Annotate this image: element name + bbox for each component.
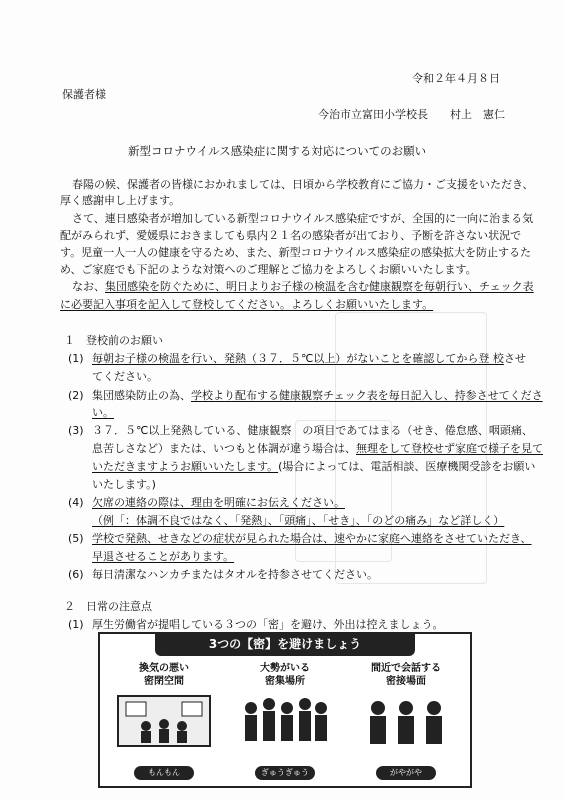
item-text: てください。 [92,370,158,383]
item-underlined: 学校より配布する健康観察チェック表を毎日記入し、持参させてくださ [191,389,543,402]
panel-caption: 換気の悪い [139,663,189,674]
panel-crowded-place [231,662,339,780]
list-item [92,352,526,366]
infographic-banner: 3つの【密】を避けましょう [155,632,415,656]
item-underlined: 早退させることがあります。 [92,550,235,563]
item-number: (2) [68,389,84,402]
list-item [92,442,543,456]
panel-tag: もんもん [134,766,194,780]
closed-room-icon [116,694,212,748]
section-heading: ２ 日常の注意点 [64,600,152,613]
item-number: (6) [68,568,84,581]
section-heading: １ 登校前のお願い [64,334,163,347]
item-number: (1) [68,352,84,365]
panel-closed-space [110,662,218,780]
item-text: (場合によっては、電話相談、医療機関受診をお願い [278,460,536,473]
intro-line: 配がみられず、愛媛県におきましても県内２１名の感染者が出ており、予断を許さない状況で [60,229,522,242]
item-underlined: （例「：体調不良ではなく、「発熱」、「頭痛」、「せき」、「のどの痛み」など詳しく） [92,514,505,527]
item-text: ３７．５℃以上発熱している、健康観察 の項目であてはまる（せき、倦怠感、咽頭痛、 [92,424,533,437]
panel-tag: がやがや [376,766,436,780]
item-underlined: 学校で発熱、せきなどの症状が見られた場合は、速やかに家庭へ連絡をさせていただき、 [92,532,532,545]
recipient-text: 保護者様 [62,88,106,101]
list-item [92,389,543,403]
panel-tag: ぎゅうぎゅう [255,766,315,780]
panel-close-contact [352,662,460,780]
close-conversation-icon [358,694,454,748]
item-number: (3) [68,424,84,437]
panel-caption: 間近で会話する [371,663,441,674]
item-underlined: い。 [92,406,114,419]
sender-text: 今治市立富田小学校長 村上 憲仁 [318,108,505,121]
item-number: (5) [68,532,84,545]
intro-line: め、ご家庭でも下記のような対策へのご理解とご協力をよろしくお願いいたします。 [60,263,477,276]
item-text: させ [503,352,526,365]
intro-notice [72,280,534,294]
item-underlined: 欠席の連絡の際は、理由を明確にお伝えください。 [92,496,345,509]
item-underlined: 毎朝お子様の検温を行い、発熱（３７．５℃以上）がないことを確認してから登 校 [92,352,504,365]
item-underlined: いただきますようお願いいたします。 [92,460,279,473]
item-text: 厚生労働省が提唱している３つの「密」を避け、外出は控えましょう。 [92,618,444,631]
item-text: 毎日清潔なハンカチまたはタオルを持参させてください。 [92,568,378,581]
intro-notice-prefix: なお、 [72,280,105,293]
item-text: 集団感染防止の為、 [92,389,191,402]
crowd-icon [237,694,333,748]
intro-notice-underlined: に必要記入事項を記入して登校してください。よろしくお願いいたします。 [60,298,434,311]
panel-caption: 密集場所 [265,676,305,687]
item-underlined: 無理をして登校せず家庭で様子を見て [356,442,543,455]
intro-notice-underlined: 集団感染を防ぐために、明日よりお子様の検温を含む健康観察を毎朝行い、チェック表 [105,280,534,293]
document-title: 新型コロナウイルス感染症に関する対応についてのお願い [128,144,427,158]
item-number: (4) [68,496,84,509]
panel-caption: 密閉空間 [144,676,184,687]
item-text: いたします。) [92,478,156,491]
intro-line: 春陽の候、保護者の皆様におかれましては、日頃から学校教育にご協力・ご支援をいただき、 [72,178,534,191]
intro-line: 厚く感謝申し上げます。 [60,194,181,207]
three-c-infographic [98,632,472,788]
date-text: 令和２年４月８日 [412,72,500,85]
panel-caption: 密接場面 [386,676,426,687]
intro-line: す。児童一人一人の健康を守るため、また、新型コロナウイルス感染症の感染拡大を防止するた [60,246,532,259]
item-number: (1) [68,618,84,631]
intro-line: さて、連日感染者が増加している新型コロナウイルス感染症ですが、全国的に一向に治まる気 [72,212,534,225]
list-item [92,460,535,474]
item-text: 息苦しさなど）または、いつもと体調が違う場合は、 [92,442,356,455]
panel-caption: 大勢がいる [260,663,310,674]
